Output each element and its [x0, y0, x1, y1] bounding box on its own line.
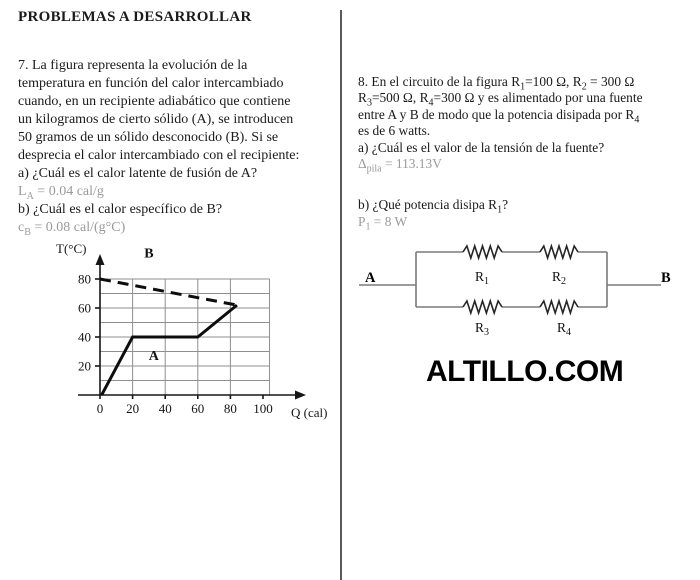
resistor-symbol: [540, 246, 578, 258]
problem-line: cuando, en un recipiente adiabático que contiene: [18, 94, 291, 109]
problem-line: a) ¿Cuál es el valor de la tensión de la fuente?: [358, 139, 605, 155]
terminal-label-A: A: [365, 270, 376, 286]
answer-line: $L_A = 0.04$ cal/g: [18, 184, 104, 202]
temperature-vs-heat-chart: [40, 236, 370, 432]
problem-line: a) ¿Cuál es el calor latente de fusión de A?: [18, 166, 258, 181]
x-tick-label: 100: [253, 401, 273, 416]
y-tick-label: 20: [78, 358, 91, 374]
resistor-symbol: [540, 301, 578, 313]
series-label-A: A: [148, 349, 159, 365]
x-axis-arrow: [295, 391, 306, 400]
problem-line: 8. En el circuito de la figura $R_1=100$ Ω, $R_2 = 300$ Ω: [358, 74, 635, 93]
y-tick-label: 80: [78, 271, 91, 287]
problem-line: $R_3=500$ Ω, $R_4=300$ Ω y es alimentado por una fuente: [358, 90, 643, 110]
problem-line: entre A y B de modo que la potencia disipada por $R_4$: [358, 106, 640, 126]
problem-line: b) ¿Cuál es el calor específico de B?: [18, 202, 223, 217]
problem-line: 50 gramos de un sólido desconocido (B). Si se: [18, 130, 279, 145]
resistor-label-R2: $R_2$: [551, 269, 567, 287]
watermark: ALTILLO.COM: [426, 355, 624, 388]
terminal-label-B: B: [661, 270, 671, 286]
problem-line: b) ¿Qué potencia disipa $R_1$?: [358, 197, 509, 216]
y-tick-label: 60: [78, 300, 91, 316]
y-axis-arrow: [96, 254, 105, 265]
problem-line: desprecia el calor intercambiado con el recipiente:: [18, 148, 300, 163]
resistor-label-R3: $R_3$: [474, 320, 490, 338]
problem-line: un kilogramos de cierto sólido (A), se introducen: [18, 112, 294, 127]
y-tick-label: 40: [78, 329, 91, 345]
problem-line: temperatura en función del calor intercambiado: [18, 76, 284, 91]
y-axis-label: T(°C): [56, 241, 87, 256]
answer-line: $P_1 = 8$ W: [358, 213, 408, 233]
series-B-line: [100, 279, 237, 305]
problem-7-text: [18, 57, 338, 237]
page-title: PROBLEMAS A DESARROLLAR: [18, 9, 252, 25]
x-tick-label: 0: [96, 401, 104, 416]
x-tick-label: 20: [126, 401, 140, 416]
resistor-label-R4: $R_4$: [556, 320, 572, 338]
resistor-symbol: [463, 301, 502, 313]
problem-8-part-b-text: [358, 197, 696, 233]
answer-line: $c_B = 0.08$ cal/(g°C): [18, 220, 126, 238]
problem-line: 7. La figura representa la evolución de la: [18, 58, 248, 73]
resistor-symbol: [463, 246, 502, 258]
x-axis-label: Q (cal): [291, 405, 328, 420]
problem-line: es de 6 watts.: [358, 123, 431, 139]
problem-8-text: [358, 74, 696, 175]
resistor-circuit-diagram: [355, 240, 700, 342]
x-tick-label: 40: [158, 401, 172, 416]
x-tick-label: 60: [191, 401, 205, 416]
answer-line: $\Delta_{pila} = 113.13V$: [358, 156, 442, 175]
series-A-line: [102, 305, 237, 395]
x-tick-label: 80: [223, 401, 237, 416]
resistor-label-R1: $R_1$: [474, 269, 490, 287]
series-label-B: B: [144, 246, 154, 262]
